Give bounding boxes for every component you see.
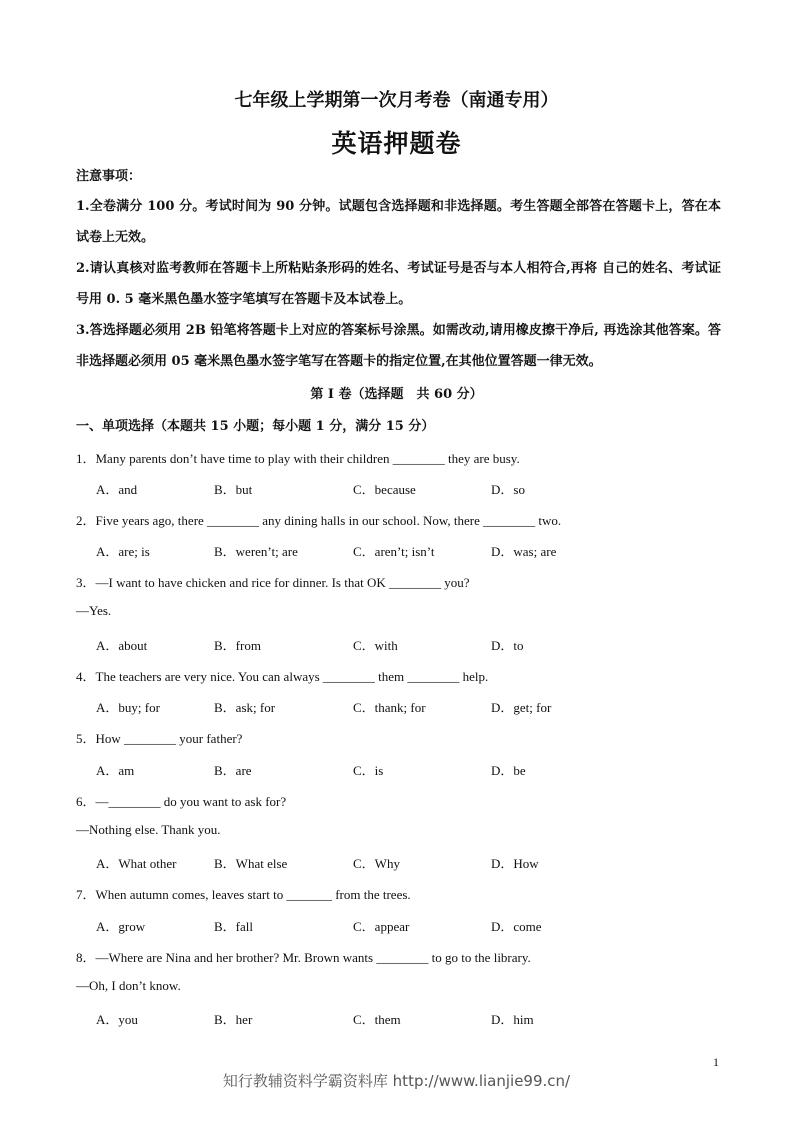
question-6-options [96,853,696,871]
option-c: C．with [353,638,398,653]
option-a: A．am [96,763,135,778]
option-b: B．ask; for [214,700,276,715]
notice-item-3: 3.答选择题必须用 2B 铅笔将答题卡上对应的答案标号涂黑。如需改动,请用橡皮擦干净后, 再选涂其他答案。答非选择题必须用 05 毫米黑色墨水签字笔写在答题卡的指定位置,在其他位置答题一律无效。 [76,323,721,369]
option-a: A．you [96,1012,138,1027]
question-5-stem: 5．How ________ your father? [76,731,243,746]
question-7-stem: 7．When autumn comes, leaves start to _______ from the trees. [76,887,411,902]
option-b: B．but [214,482,253,497]
exam-subtitle: 英语押题卷 [331,129,462,158]
option-a: A．buy; for [96,700,160,715]
exam-title: 七年级上学期第一次月考卷（南通专用） [234,90,559,111]
option-a: A．grow [96,919,146,934]
option-b: B．fall [214,919,253,934]
option-b: B．from [214,638,261,653]
option-c: C．Why [353,856,400,871]
option-d: D．him [491,1012,534,1027]
option-d: D．come [491,919,542,934]
option-b: B．her [214,1012,253,1027]
page-number: 1 [713,1055,719,1069]
question-1-stem: 1．Many parents don’t have time to play with their children ________ they are busy. [76,451,520,466]
option-d: D．so [491,482,525,497]
part-title: 一、单项选择（本题共 15 小题；每小题 1 分，满分 15 分） [76,419,435,434]
notice-heading: 注意事项： [76,169,142,184]
question-4-options [96,697,696,715]
option-b: B．are [214,763,252,778]
option-a: A．about [96,638,148,653]
question-3-stem: 3．—I want to have chicken and rice for dinner. Is that OK ________ you? [76,575,470,590]
question-4-stem: 4．The teachers are very nice. You can always ________ them ________ help. [76,669,489,684]
question-6-stem: 6．—________ do you want to ask for? [76,794,287,809]
question-6-reply: —Nothing else. Thank you. [76,822,221,837]
notice-item-2: 2.请认真核对监考教师在答题卡上所粘贴条形码的姓名、考试证号是否与本人相符合,再将 自己的姓名、考试证号用 0. 5 毫米黑色墨水签字笔填写在答题卡及本试卷上。 [76,261,721,307]
question-2-options [96,541,696,559]
option-c: C．is [353,763,384,778]
question-8-reply: —Oh, I don’t know. [76,978,181,993]
question-2-stem: 2．Five years ago, there ________ any dining halls in our school. Now, there ________ two. [76,513,562,528]
option-b: B．What else [214,856,288,871]
question-3-options [96,635,696,653]
question-7-options [96,916,696,934]
question-8-stem: 8．—Where are Nina and her brother? Mr. Brown wants ________ to go to the library. [76,950,531,965]
option-c: C．appear [353,919,410,934]
option-c: C．thank; for [353,700,426,715]
notice-item-1: 1.全卷满分 100 分。考试时间为 90 分钟。试题包含选择题和非选择题。考生答题全部答在答题卡上，答在本试卷上无效。 [76,199,721,245]
option-d: D．was; are [491,544,557,559]
option-b: B．weren’t; are [214,544,298,559]
option-a: A．What other [96,856,177,871]
option-d: D．How [491,856,539,871]
question-1-options [96,479,696,497]
section-title: 第 I 卷（选择题 共 60 分） [310,387,483,402]
option-a: A．are; is [96,544,150,559]
question-5-options [96,760,696,778]
option-c: C．aren’t; isn’t [353,544,435,559]
option-c: C．them [353,1012,401,1027]
option-d: D．to [491,638,524,653]
footer-watermark: 知行教辅资料学霸资料库 http://www.lianjie99.cn/ [222,1072,571,1090]
option-a: A．and [96,482,138,497]
option-d: D．get; for [491,700,552,715]
option-c: C．because [353,482,416,497]
question-8-options [96,1009,696,1027]
question-3-reply: —Yes. [76,603,112,618]
option-d: D．be [491,763,526,778]
